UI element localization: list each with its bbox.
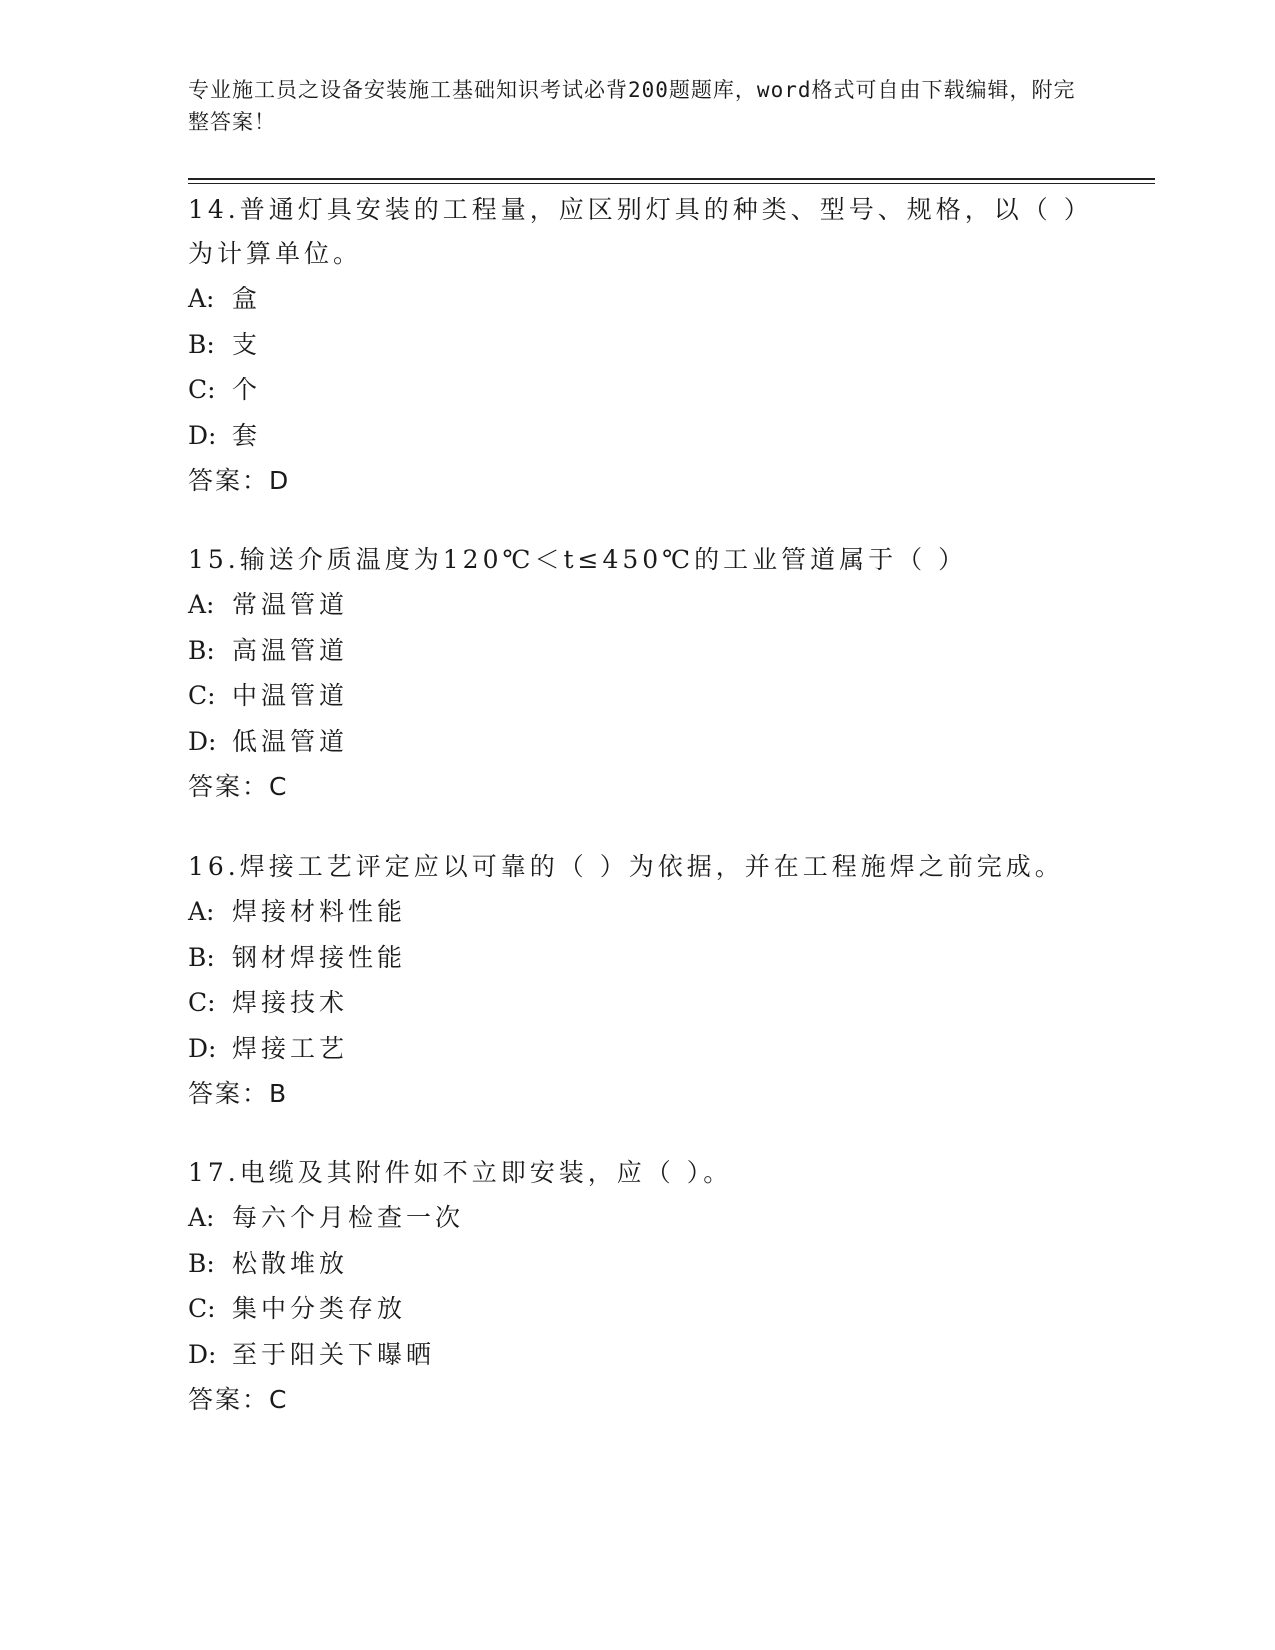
- option-letter: C:: [188, 988, 216, 1017]
- question-number: 16.: [188, 852, 240, 881]
- option-c: [188, 1286, 1088, 1332]
- option-text: 钢材焊接性能: [232, 942, 407, 972]
- answer: 答案：B: [188, 1079, 289, 1108]
- header-divider: [188, 178, 1155, 180]
- question-number: 15.: [188, 545, 240, 574]
- option-text: 焊接工艺: [232, 1033, 349, 1063]
- question-14: [188, 188, 1088, 504]
- option-letter: C:: [188, 375, 216, 404]
- option-a: [188, 889, 1088, 935]
- question-text: [188, 188, 1088, 276]
- document-header: 专业施工员之设备安装施工基础知识考试必背200题题库，word格式可自由下载编辑，附完整答案！: [188, 78, 1076, 134]
- option-text: 支: [232, 329, 262, 359]
- option-letter: A:: [188, 897, 215, 926]
- question-17: [188, 1151, 1088, 1423]
- option-c: [188, 980, 1088, 1026]
- option-text: 至于阳关下曝晒: [232, 1339, 436, 1369]
- option-text: 套: [232, 420, 262, 450]
- option-text: 每六个月检查一次: [232, 1203, 465, 1232]
- option-d: [188, 719, 1088, 765]
- option-letter: B:: [188, 329, 215, 359]
- option-a: [188, 276, 1088, 322]
- option-b: [188, 935, 1088, 981]
- option-letter: B:: [188, 942, 215, 972]
- question-stem: 电缆及其附件如不立即安装，应（ ）。: [239, 1158, 733, 1187]
- option-d: [188, 1332, 1088, 1378]
- question-text: [188, 1151, 1088, 1195]
- option-c: [188, 367, 1088, 413]
- option-letter: B:: [188, 1248, 215, 1278]
- option-text: 盒: [232, 284, 262, 313]
- answer: 答案：C: [188, 1385, 289, 1414]
- answer: 答案：C: [188, 772, 289, 801]
- answer: 答案：D: [188, 466, 291, 495]
- option-letter: D:: [188, 1033, 217, 1063]
- option-letter: C:: [188, 681, 216, 710]
- option-letter: D:: [188, 726, 217, 756]
- option-d: [188, 413, 1088, 459]
- question-text: [188, 845, 1088, 889]
- option-text: 集中分类存放: [232, 1294, 407, 1323]
- option-a: [188, 582, 1088, 628]
- option-a: [188, 1195, 1088, 1241]
- option-b: [188, 1241, 1088, 1287]
- option-text: 焊接材料性能: [232, 897, 407, 926]
- option-b: [188, 628, 1088, 674]
- question-stem: 焊接工艺评定应以可靠的（ ）为依据，并在工程施焊之前完成。: [239, 852, 1064, 881]
- option-letter: D:: [188, 420, 217, 450]
- option-b: [188, 322, 1088, 368]
- option-letter: B:: [188, 635, 215, 665]
- option-text: 中温管道: [232, 681, 349, 710]
- question-stem: 输送介质温度为120℃＜t≤450℃的工业管道属于（ ）: [239, 545, 968, 574]
- option-text: 低温管道: [232, 726, 349, 756]
- option-letter: A:: [188, 590, 215, 619]
- header-divider-thin: [188, 183, 1155, 184]
- option-c: [188, 673, 1088, 719]
- option-text: 焊接技术: [232, 988, 349, 1017]
- question-text: [188, 538, 1088, 582]
- option-text: 个: [232, 375, 262, 404]
- option-letter: A:: [188, 284, 215, 313]
- option-letter: C:: [188, 1294, 216, 1323]
- option-text: 高温管道: [232, 635, 349, 665]
- question-16: [188, 845, 1088, 1117]
- question-stem: 普通灯具安装的工程量，应区别灯具的种类、型号、规格，以（ ）为计算单位。: [188, 195, 1081, 268]
- option-d: [188, 1026, 1088, 1072]
- option-text: 松散堆放: [232, 1248, 349, 1278]
- option-letter: D:: [188, 1339, 217, 1369]
- question-15: [188, 538, 1088, 810]
- question-number: 14.: [188, 195, 240, 224]
- option-letter: A:: [188, 1203, 215, 1232]
- option-text: 常温管道: [232, 590, 349, 619]
- question-number: 17.: [188, 1158, 240, 1187]
